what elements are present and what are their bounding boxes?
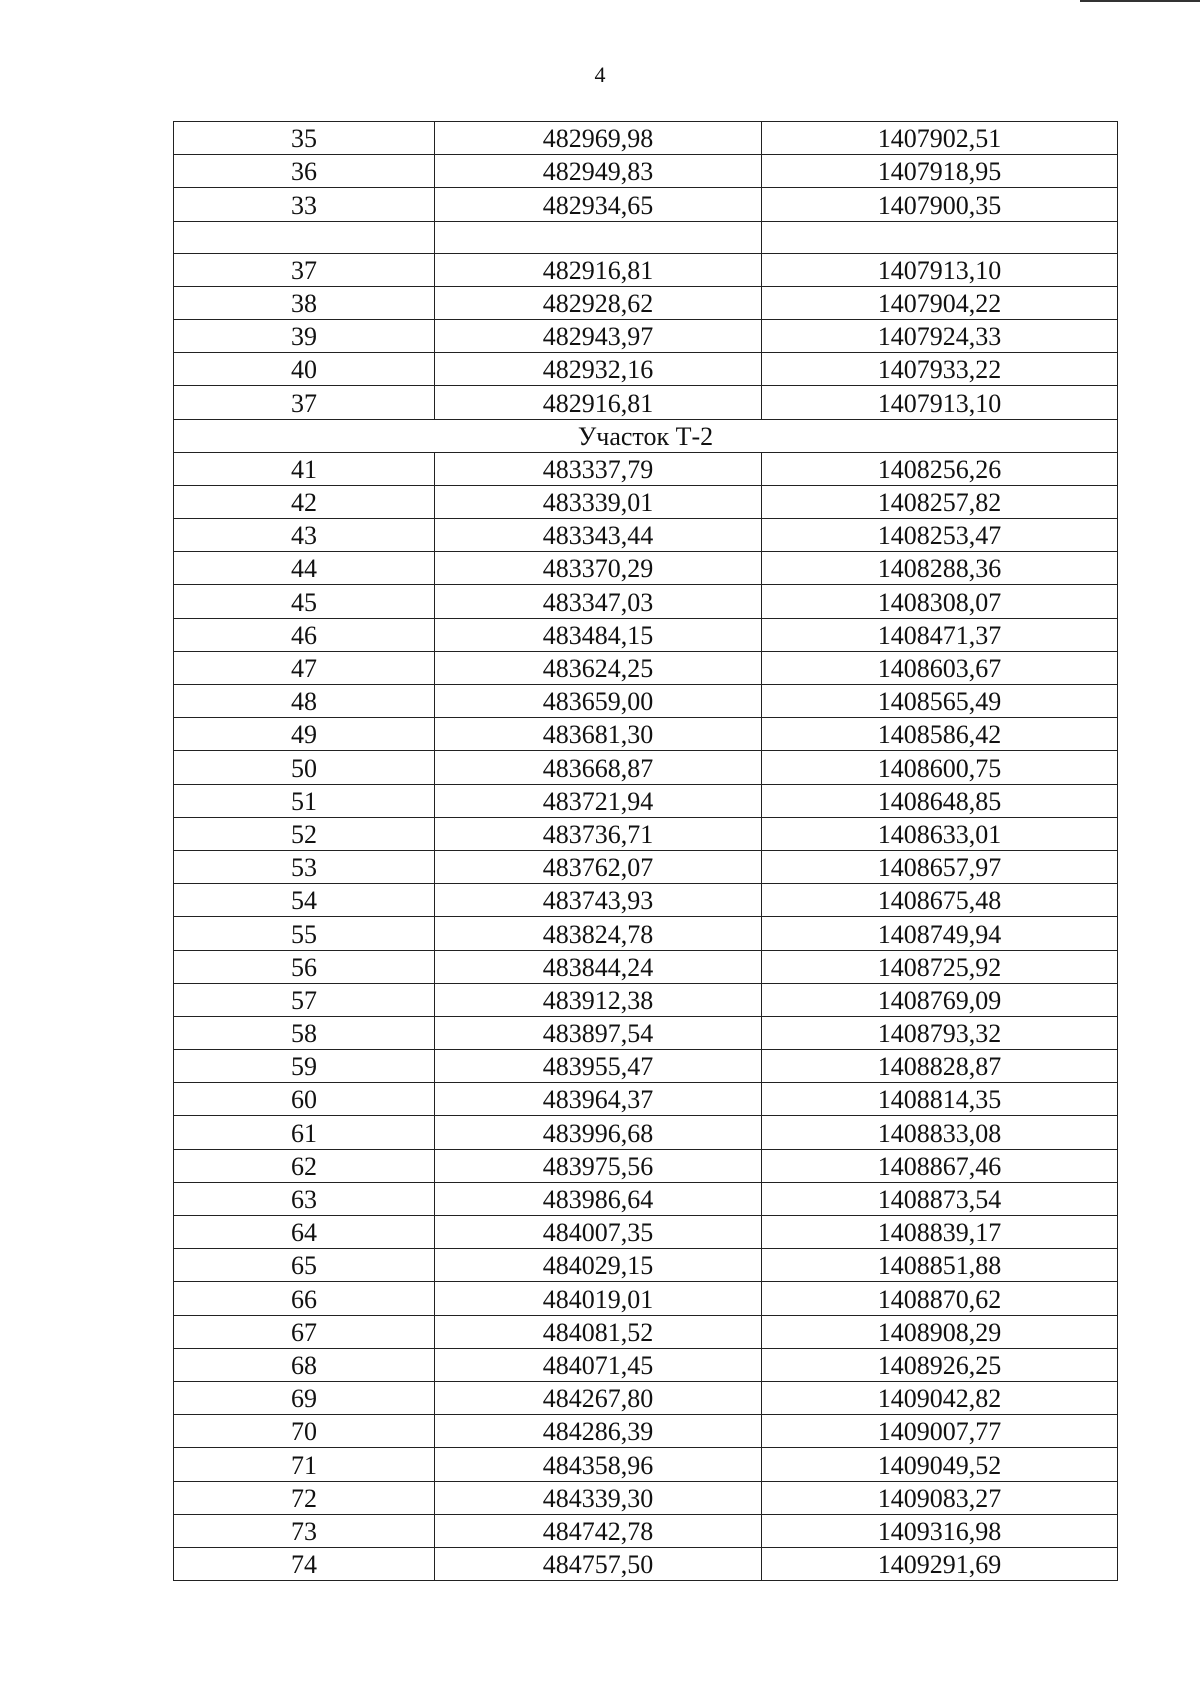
point-number-cell: 38 — [174, 286, 435, 319]
x-coordinate-cell: 483484,15 — [435, 618, 762, 651]
table-row — [174, 122, 1118, 155]
point-number-cell: 48 — [174, 685, 435, 718]
point-number-cell: 66 — [174, 1282, 435, 1315]
y-coordinate-cell: 1408749,94 — [762, 917, 1118, 950]
point-number-cell: 72 — [174, 1481, 435, 1514]
point-number-cell: 58 — [174, 1016, 435, 1049]
table-row — [174, 1282, 1118, 1315]
point-number-cell — [174, 221, 435, 253]
table-row — [174, 1348, 1118, 1381]
table-row — [174, 188, 1118, 221]
y-coordinate-cell: 1407900,35 — [762, 188, 1118, 221]
y-coordinate-cell: 1409083,27 — [762, 1481, 1118, 1514]
y-coordinate-cell: 1408603,67 — [762, 651, 1118, 684]
x-coordinate-cell: 483743,93 — [435, 884, 762, 917]
y-coordinate-cell: 1408828,87 — [762, 1050, 1118, 1083]
y-coordinate-cell: 1407924,33 — [762, 319, 1118, 352]
table-row — [174, 1050, 1118, 1083]
coordinates-table-container — [173, 121, 1117, 1581]
point-number-cell: 54 — [174, 884, 435, 917]
y-coordinate-cell: 1409291,69 — [762, 1547, 1118, 1580]
point-number-cell: 67 — [174, 1315, 435, 1348]
table-row — [174, 1249, 1118, 1282]
x-coordinate-cell: 483824,78 — [435, 917, 762, 950]
y-coordinate-cell: 1407918,95 — [762, 155, 1118, 188]
y-coordinate-cell: 1407913,10 — [762, 386, 1118, 419]
point-number-cell: 49 — [174, 718, 435, 751]
x-coordinate-cell: 483955,47 — [435, 1050, 762, 1083]
table-row — [174, 253, 1118, 286]
point-number-cell: 41 — [174, 452, 435, 485]
y-coordinate-cell: 1407913,10 — [762, 253, 1118, 286]
x-coordinate-cell: 484742,78 — [435, 1514, 762, 1547]
x-coordinate-cell: 483975,56 — [435, 1149, 762, 1182]
table-row — [174, 718, 1118, 751]
table-row — [174, 1149, 1118, 1182]
point-number-cell: 56 — [174, 950, 435, 983]
y-coordinate-cell: 1408793,32 — [762, 1016, 1118, 1049]
table-row — [174, 386, 1118, 419]
point-number-cell: 53 — [174, 850, 435, 883]
table-row — [174, 552, 1118, 585]
x-coordinate-cell: 483659,00 — [435, 685, 762, 718]
x-coordinate-cell: 483681,30 — [435, 718, 762, 751]
y-coordinate-cell: 1407902,51 — [762, 122, 1118, 155]
point-number-cell: 42 — [174, 485, 435, 518]
y-coordinate-cell: 1408657,97 — [762, 850, 1118, 883]
x-coordinate-cell: 482916,81 — [435, 253, 762, 286]
point-number-cell: 37 — [174, 386, 435, 419]
point-number-cell: 47 — [174, 651, 435, 684]
table-row — [174, 353, 1118, 386]
x-coordinate-cell: 483912,38 — [435, 983, 762, 1016]
y-coordinate-cell: 1408633,01 — [762, 817, 1118, 850]
table-row — [174, 1315, 1118, 1348]
y-coordinate-cell: 1408256,26 — [762, 452, 1118, 485]
point-number-cell: 44 — [174, 552, 435, 585]
x-coordinate-cell: 483897,54 — [435, 1016, 762, 1049]
y-coordinate-cell: 1408851,88 — [762, 1249, 1118, 1282]
x-coordinate-cell: 483844,24 — [435, 950, 762, 983]
point-number-cell: 71 — [174, 1448, 435, 1481]
y-coordinate-cell: 1408600,75 — [762, 751, 1118, 784]
x-coordinate-cell: 483964,37 — [435, 1083, 762, 1116]
point-number-cell: 45 — [174, 585, 435, 618]
y-coordinate-cell: 1407933,22 — [762, 353, 1118, 386]
point-number-cell: 59 — [174, 1050, 435, 1083]
table-row — [174, 1415, 1118, 1448]
section-header-row — [174, 419, 1118, 452]
y-coordinate-cell: 1408833,08 — [762, 1116, 1118, 1149]
table-row — [174, 155, 1118, 188]
point-number-cell: 51 — [174, 784, 435, 817]
y-coordinate-cell: 1409042,82 — [762, 1381, 1118, 1414]
y-coordinate-cell: 1409049,52 — [762, 1448, 1118, 1481]
x-coordinate-cell: 483339,01 — [435, 485, 762, 518]
x-coordinate-cell: 482949,83 — [435, 155, 762, 188]
y-coordinate-cell: 1408257,82 — [762, 485, 1118, 518]
section-title: Участок Т-2 — [174, 419, 1118, 452]
y-coordinate-cell: 1408926,25 — [762, 1348, 1118, 1381]
point-number-cell: 60 — [174, 1083, 435, 1116]
table-row — [174, 286, 1118, 319]
table-row — [174, 1514, 1118, 1547]
y-coordinate-cell: 1408565,49 — [762, 685, 1118, 718]
x-coordinate-cell: 484339,30 — [435, 1481, 762, 1514]
x-coordinate-cell: 482934,65 — [435, 188, 762, 221]
x-coordinate-cell: 483721,94 — [435, 784, 762, 817]
x-coordinate-cell: 484019,01 — [435, 1282, 762, 1315]
y-coordinate-cell: 1409316,98 — [762, 1514, 1118, 1547]
table-row — [174, 950, 1118, 983]
point-number-cell: 55 — [174, 917, 435, 950]
x-coordinate-cell: 482928,62 — [435, 286, 762, 319]
point-number-cell: 39 — [174, 319, 435, 352]
table-row — [174, 1016, 1118, 1049]
x-coordinate-cell: 483343,44 — [435, 519, 762, 552]
x-coordinate-cell: 482916,81 — [435, 386, 762, 419]
x-coordinate-cell: 484007,35 — [435, 1216, 762, 1249]
y-coordinate-cell: 1408725,92 — [762, 950, 1118, 983]
y-coordinate-cell: 1408648,85 — [762, 784, 1118, 817]
x-coordinate-cell: 482932,16 — [435, 353, 762, 386]
x-coordinate-cell: 484267,80 — [435, 1381, 762, 1414]
point-number-cell: 63 — [174, 1182, 435, 1215]
table-row — [174, 685, 1118, 718]
table-row — [174, 917, 1118, 950]
y-coordinate-cell: 1408288,36 — [762, 552, 1118, 585]
table-row — [174, 1216, 1118, 1249]
y-coordinate-cell: 1408873,54 — [762, 1182, 1118, 1215]
table-row — [174, 1547, 1118, 1580]
x-coordinate-cell: 484029,15 — [435, 1249, 762, 1282]
y-coordinate-cell: 1408870,62 — [762, 1282, 1118, 1315]
table-row — [174, 319, 1118, 352]
y-coordinate-cell: 1408675,48 — [762, 884, 1118, 917]
x-coordinate-cell: 484358,96 — [435, 1448, 762, 1481]
table-row — [174, 1481, 1118, 1514]
point-number-cell: 64 — [174, 1216, 435, 1249]
point-number-cell: 40 — [174, 353, 435, 386]
x-coordinate-cell — [435, 221, 762, 253]
x-coordinate-cell: 483736,71 — [435, 817, 762, 850]
table-row — [174, 452, 1118, 485]
table-row — [174, 983, 1118, 1016]
y-coordinate-cell: 1408908,29 — [762, 1315, 1118, 1348]
point-number-cell: 68 — [174, 1348, 435, 1381]
x-coordinate-cell: 484071,45 — [435, 1348, 762, 1381]
point-number-cell: 70 — [174, 1415, 435, 1448]
table-row — [174, 585, 1118, 618]
y-coordinate-cell: 1408814,35 — [762, 1083, 1118, 1116]
x-coordinate-cell: 483986,64 — [435, 1182, 762, 1215]
y-coordinate-cell: 1407904,22 — [762, 286, 1118, 319]
x-coordinate-cell: 483624,25 — [435, 651, 762, 684]
point-number-cell: 46 — [174, 618, 435, 651]
table-row — [174, 1116, 1118, 1149]
table-row — [174, 651, 1118, 684]
table-row — [174, 1381, 1118, 1414]
y-coordinate-cell — [762, 221, 1118, 253]
coordinates-table — [173, 121, 1118, 1581]
table-row — [174, 751, 1118, 784]
x-coordinate-cell: 484081,52 — [435, 1315, 762, 1348]
table-row — [174, 817, 1118, 850]
x-coordinate-cell: 483370,29 — [435, 552, 762, 585]
x-coordinate-cell: 483762,07 — [435, 850, 762, 883]
page-number: 4 — [594, 62, 606, 87]
point-number-cell: 52 — [174, 817, 435, 850]
y-coordinate-cell: 1408867,46 — [762, 1149, 1118, 1182]
point-number-cell: 50 — [174, 751, 435, 784]
table-row — [174, 485, 1118, 518]
blank-row — [174, 221, 1118, 253]
x-coordinate-cell: 482943,97 — [435, 319, 762, 352]
table-row — [174, 618, 1118, 651]
y-coordinate-cell: 1408839,17 — [762, 1216, 1118, 1249]
x-coordinate-cell: 482969,98 — [435, 122, 762, 155]
point-number-cell: 35 — [174, 122, 435, 155]
table-row — [174, 1448, 1118, 1481]
point-number-cell: 43 — [174, 519, 435, 552]
x-coordinate-cell: 483347,03 — [435, 585, 762, 618]
table-row — [174, 850, 1118, 883]
table-row — [174, 1083, 1118, 1116]
y-coordinate-cell: 1408253,47 — [762, 519, 1118, 552]
y-coordinate-cell: 1408471,37 — [762, 618, 1118, 651]
point-number-cell: 33 — [174, 188, 435, 221]
coordinates-table-body — [174, 122, 1118, 1581]
point-number-cell: 36 — [174, 155, 435, 188]
point-number-cell: 69 — [174, 1381, 435, 1414]
y-coordinate-cell: 1409007,77 — [762, 1415, 1118, 1448]
x-coordinate-cell: 483337,79 — [435, 452, 762, 485]
x-coordinate-cell: 484286,39 — [435, 1415, 762, 1448]
point-number-cell: 57 — [174, 983, 435, 1016]
point-number-cell: 62 — [174, 1149, 435, 1182]
y-coordinate-cell: 1408586,42 — [762, 718, 1118, 751]
point-number-cell: 37 — [174, 253, 435, 286]
y-coordinate-cell: 1408769,09 — [762, 983, 1118, 1016]
table-row — [174, 884, 1118, 917]
point-number-cell: 73 — [174, 1514, 435, 1547]
scan-artifact — [1080, 0, 1200, 6]
table-row — [174, 1182, 1118, 1215]
table-row — [174, 784, 1118, 817]
x-coordinate-cell: 483996,68 — [435, 1116, 762, 1149]
table-row — [174, 519, 1118, 552]
x-coordinate-cell: 483668,87 — [435, 751, 762, 784]
x-coordinate-cell: 484757,50 — [435, 1547, 762, 1580]
y-coordinate-cell: 1408308,07 — [762, 585, 1118, 618]
point-number-cell: 61 — [174, 1116, 435, 1149]
point-number-cell: 74 — [174, 1547, 435, 1580]
point-number-cell: 65 — [174, 1249, 435, 1282]
